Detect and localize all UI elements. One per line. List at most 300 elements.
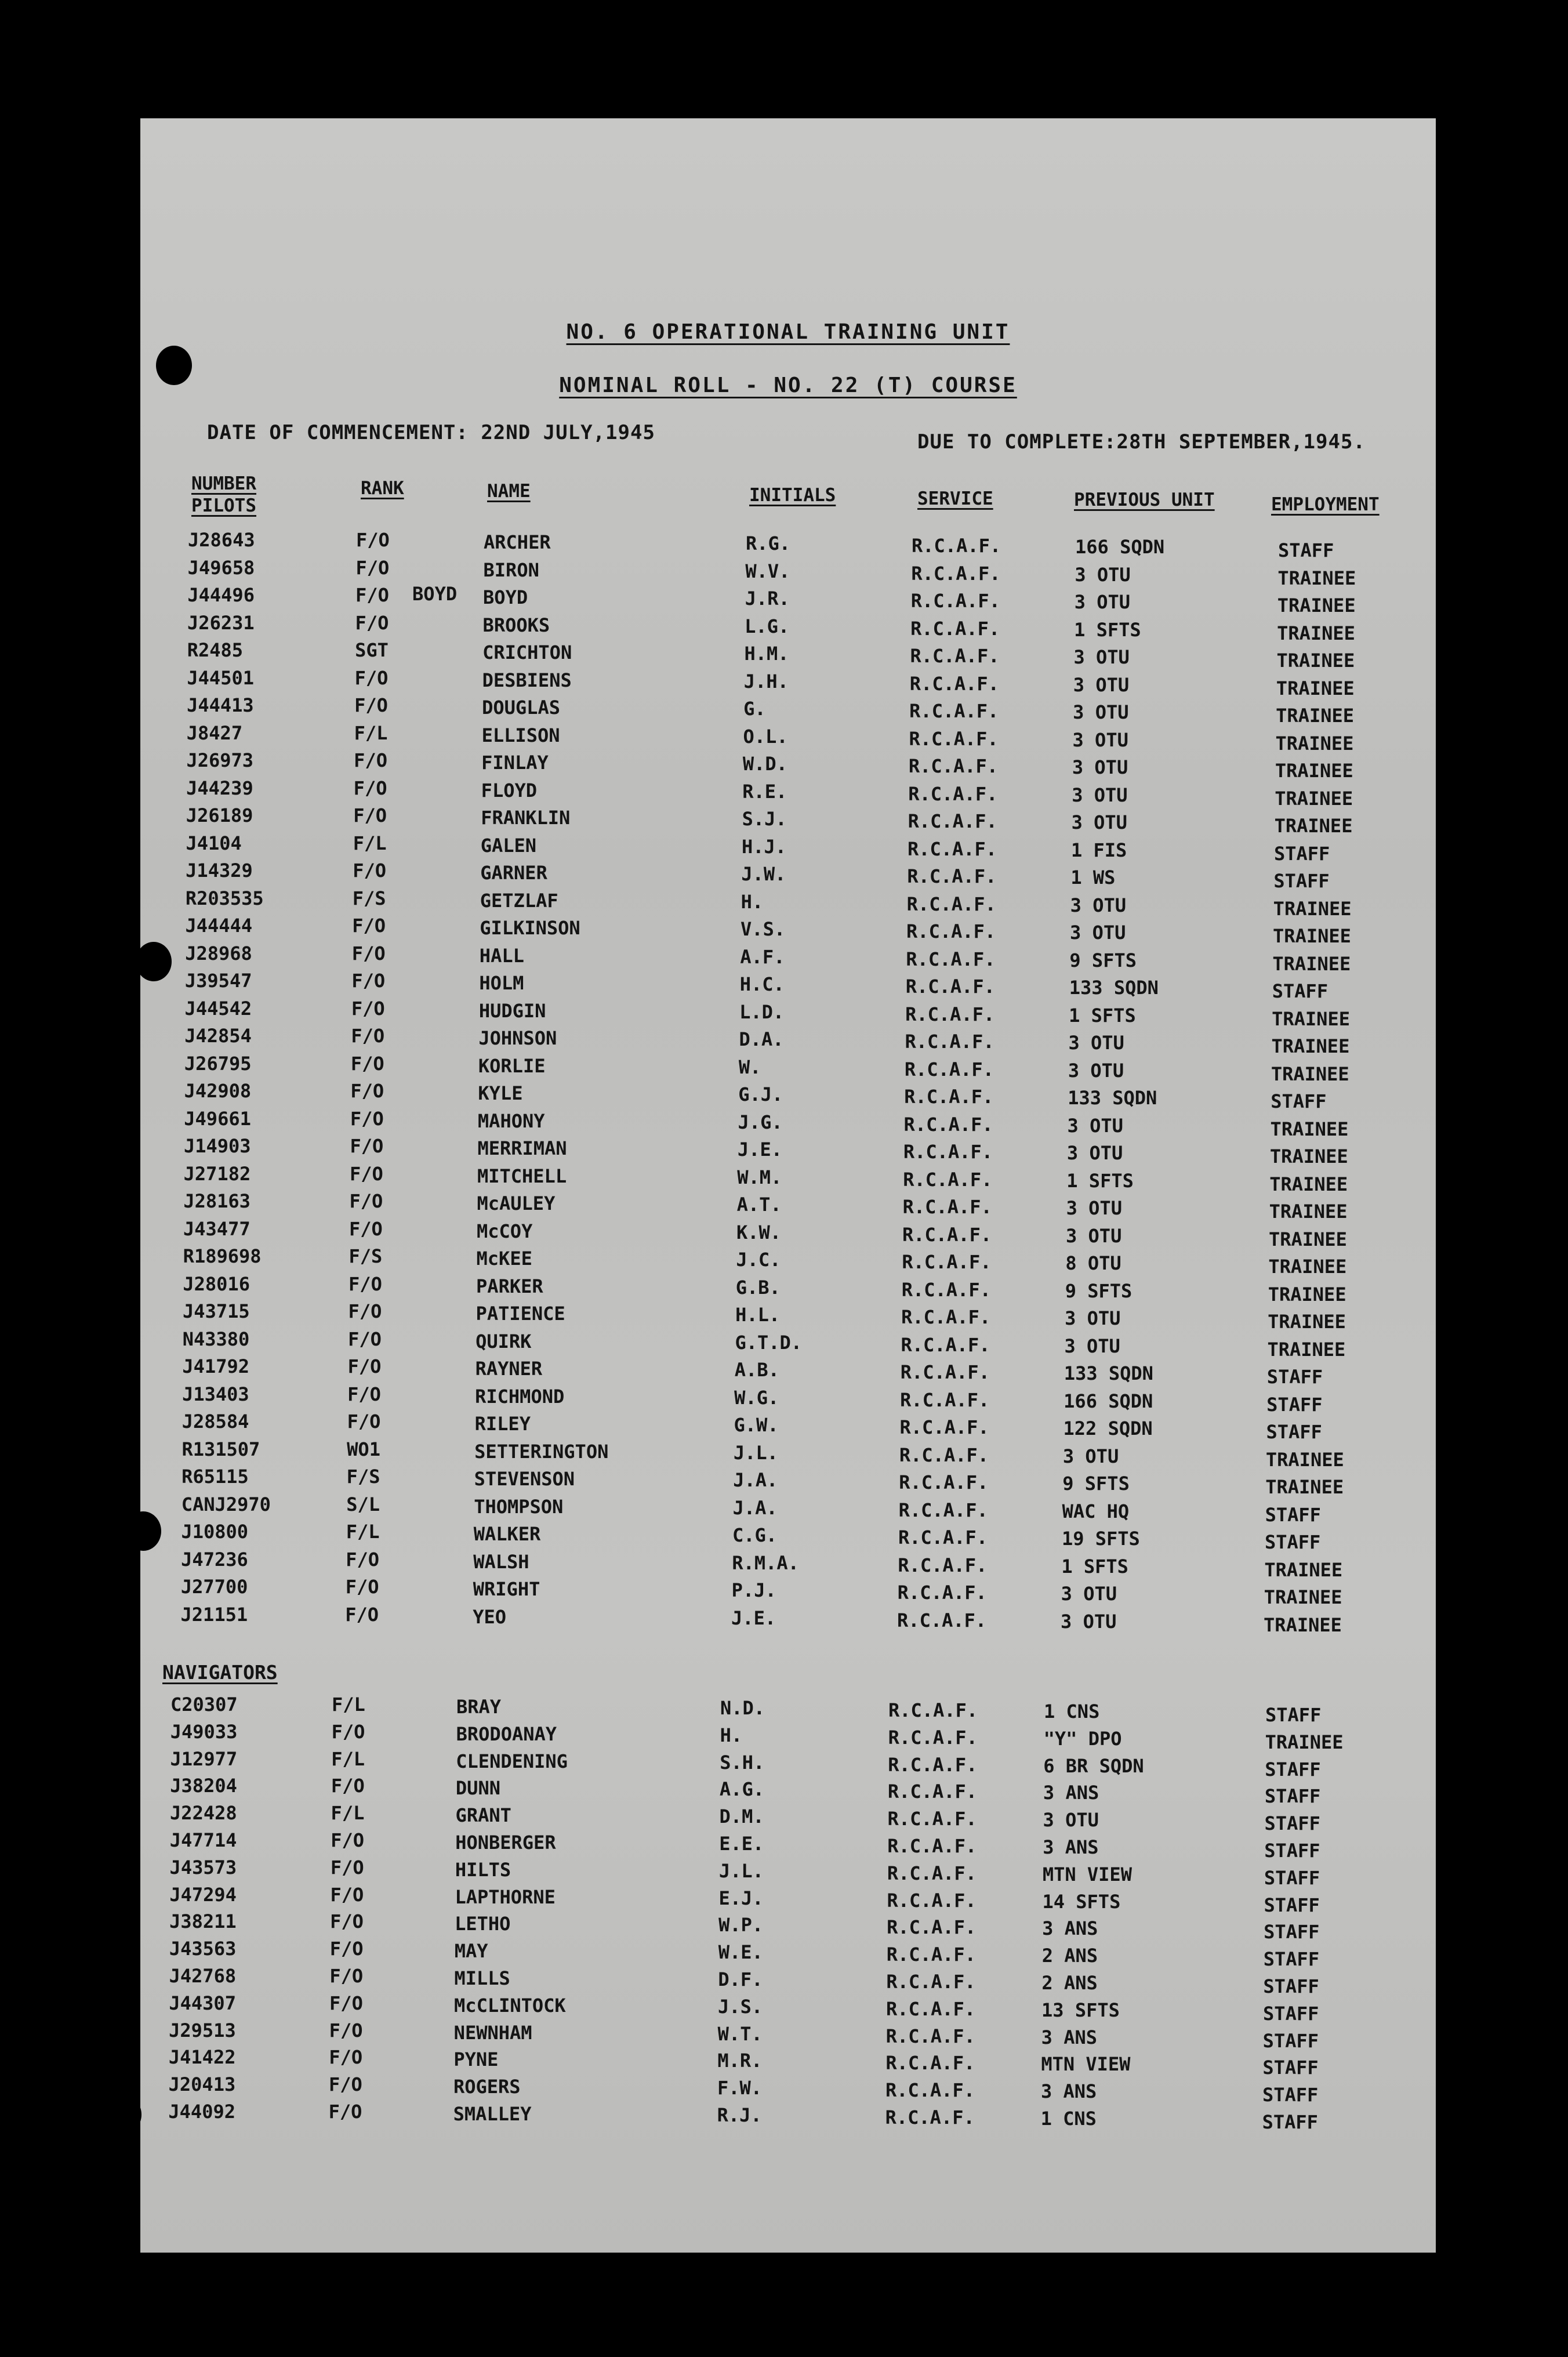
cell-previous-unit: 3 OTU (1070, 922, 1126, 944)
cell-employment: STAFF (1278, 539, 1334, 561)
cell-initials: F.W. (717, 2077, 763, 2099)
cell-name: RICHMOND (475, 1385, 565, 1408)
cell-previous-unit: 3 OTU (1066, 1142, 1123, 1164)
cell-previous-unit: 3 OTU (1068, 1059, 1124, 1082)
cell-previous-unit: 3 OTU (1072, 756, 1128, 778)
cell-number: J13403 (182, 1383, 249, 1405)
cell-previous-unit: 133 SQDN (1064, 1362, 1153, 1384)
cell-employment: TRAINEE (1275, 760, 1353, 782)
cell-rank: F/O (329, 2046, 363, 2069)
cell-number: J20413 (168, 2073, 236, 2096)
cell-number: J26973 (186, 749, 254, 771)
cell-rank: F/O (356, 529, 390, 551)
table-row (140, 1691, 1436, 1726)
cell-name: LETHO (455, 1913, 511, 1935)
cell-name: BROOKS (482, 614, 550, 636)
cell-initials: A.G. (719, 1778, 764, 1801)
cell-rank: F/O (355, 611, 389, 634)
cell-employment: STAFF (1264, 1785, 1321, 1808)
table-row (140, 1800, 1436, 1835)
table-row (140, 1381, 1436, 1416)
cell-initials: W.P. (718, 1914, 764, 1937)
cell-number: J38204 (170, 1775, 237, 1797)
cell-number: J28016 (183, 1272, 250, 1295)
cell-employment: STAFF (1265, 1758, 1321, 1781)
cell-service: R.C.A.F. (899, 1471, 989, 1493)
cell-employment: TRAINEE (1272, 952, 1351, 975)
table-row (140, 802, 1436, 837)
cell-employment: STAFF (1264, 1812, 1320, 1835)
cell-initials: G.J. (738, 1083, 783, 1105)
cell-employment: STAFF (1262, 2111, 1318, 2133)
cell-previous-unit: 1 CNS (1044, 1700, 1100, 1723)
cell-previous-unit: 3 OTU (1073, 673, 1130, 696)
cell-number: J27700 (180, 1576, 248, 1598)
navigators-heading: NAVIGATORS (162, 1661, 278, 1684)
cell-name: GILKINSON (480, 917, 580, 939)
cell-employment: STAFF (1263, 1975, 1319, 1997)
cell-employment: STAFF (1262, 2029, 1319, 2052)
cell-name: HOLM (479, 972, 524, 994)
cell-initials: W.E. (718, 1941, 763, 1964)
document-page (140, 118, 1436, 2253)
table-row (140, 885, 1436, 920)
cell-employment: STAFF (1264, 1921, 1320, 1943)
cell-previous-unit: 3 OTU (1072, 728, 1128, 751)
cell-employment: TRAINEE (1273, 897, 1352, 920)
cell-employment: TRAINEE (1277, 622, 1355, 644)
header-previous-unit: PREVIOUS UNIT (1074, 489, 1215, 510)
cell-service: R.C.A.F. (886, 1943, 976, 1966)
cell-employment: STAFF (1266, 1393, 1323, 1416)
cell-initials: W.G. (734, 1386, 779, 1409)
cell-employment: STAFF (1264, 1839, 1320, 1862)
cell-rank: F/O (329, 1992, 363, 2014)
cell-service: R.C.A.F. (910, 617, 1000, 640)
cell-rank: F/O (348, 1328, 382, 1350)
cell-name: DESBIENS (482, 669, 572, 691)
cell-rank: F/O (329, 1964, 364, 1987)
table-row (140, 1161, 1436, 1195)
cell-initials: J.A. (732, 1496, 778, 1519)
cell-initials: E.E. (719, 1832, 764, 1855)
table-row (140, 692, 1436, 727)
cell-service: R.C.A.F. (886, 1970, 976, 1993)
cell-service: R.C.A.F. (899, 1444, 989, 1466)
cell-previous-unit: 3 OTU (1075, 563, 1131, 586)
cell-rank: F/O (355, 556, 390, 579)
cell-service: R.C.A.F. (902, 1196, 992, 1218)
cell-employment: TRAINEE (1264, 1558, 1343, 1581)
cell-rank: F/O (331, 1720, 365, 1743)
cell-previous-unit: 166 SQDN (1064, 1390, 1153, 1412)
cell-initials: W. (738, 1056, 761, 1078)
cell-initials: G. (743, 698, 766, 720)
cell-rank: F/O (354, 666, 389, 689)
cell-number: J49658 (187, 556, 255, 579)
cell-name: GRANT (455, 1804, 511, 1827)
cell-rank: F/O (329, 2019, 363, 2041)
cell-employment: TRAINEE (1274, 815, 1353, 837)
cell-rank: F/O (354, 749, 387, 771)
cell-service: R.C.A.F. (912, 535, 1001, 557)
cell-employment: STAFF (1272, 980, 1329, 1002)
cell-initials: D.A. (739, 1028, 784, 1050)
cell-number: J42768 (169, 1964, 237, 1987)
cell-rank: WO1 (347, 1438, 380, 1460)
cell-number: R65115 (182, 1466, 249, 1488)
table-row (140, 720, 1436, 755)
table-row (140, 940, 1436, 975)
cell-rank: F/O (328, 2100, 362, 2123)
cell-initials: C.G. (732, 1524, 778, 1546)
cell-previous-unit: 3 OTU (1073, 646, 1130, 668)
cell-number: N43380 (182, 1328, 250, 1350)
cell-number: J4104 (186, 832, 242, 854)
header-service: SERVICE (917, 488, 993, 509)
cell-number: J42854 (184, 1025, 252, 1047)
cell-number: R203535 (185, 887, 264, 909)
cell-employment: TRAINEE (1270, 1118, 1349, 1140)
cell-previous-unit: 3 OTU (1066, 1197, 1122, 1219)
cell-employment: STAFF (1264, 1531, 1321, 1553)
cell-name: LAPTHORNE (455, 1885, 556, 1908)
cell-rank: F/O (353, 860, 387, 882)
cell-number: J26189 (186, 804, 253, 826)
cell-number: J21151 (180, 1603, 248, 1626)
table-row (140, 2098, 1436, 2133)
cell-service: R.C.A.F. (907, 837, 997, 860)
cell-previous-unit: 3 OTU (1070, 894, 1126, 916)
cell-number: J38211 (169, 1910, 237, 1933)
table-row (140, 775, 1436, 810)
cell-rank: F/O (350, 1135, 384, 1157)
cell-employment: STAFF (1262, 2084, 1319, 2106)
cell-rank: F/O (330, 1883, 364, 1906)
table-row (140, 967, 1436, 1002)
cell-employment: TRAINEE (1277, 567, 1356, 589)
cell-service: R.C.A.F. (898, 1554, 988, 1576)
cell-service: R.C.A.F. (906, 893, 996, 915)
cell-number: J44307 (169, 1992, 236, 2014)
cell-previous-unit: 1 FIS (1070, 839, 1127, 861)
table-row (140, 1573, 1436, 1608)
cell-previous-unit: 2 ANS (1041, 1945, 1098, 1967)
cell-initials: N.D. (720, 1697, 765, 1719)
cell-name: KORLIE (478, 1054, 546, 1077)
cell-service: R.C.A.F. (887, 1781, 978, 1803)
cell-rank: F/O (331, 1775, 365, 1797)
cell-initials: L.G. (745, 615, 790, 637)
cell-initials: R.E. (742, 780, 787, 803)
cell-service: R.C.A.F. (910, 590, 1000, 612)
cell-name: WRIGHT (473, 1578, 540, 1600)
cell-employment: TRAINEE (1271, 1063, 1349, 1085)
cell-name: BIRON (483, 559, 539, 581)
table-row (140, 1050, 1436, 1085)
cell-service: R.C.A.F. (888, 1753, 978, 1776)
cell-employment: TRAINEE (1271, 1035, 1350, 1057)
cell-previous-unit: MTN VIEW (1042, 1863, 1132, 1885)
cell-number: J8427 (186, 721, 243, 744)
cell-previous-unit: 3 OTU (1061, 1610, 1117, 1633)
cell-initials: J.L. (733, 1441, 778, 1464)
cell-initials: W.V. (745, 560, 790, 582)
cell-employment: STAFF (1266, 1366, 1323, 1388)
cell-rank: S/L (346, 1493, 380, 1515)
cell-rank: F/O (351, 942, 386, 964)
table-row (140, 912, 1436, 947)
header-number: NUMBER (191, 473, 256, 494)
cell-name: HILTS (455, 1858, 511, 1881)
cell-service: R.C.A.F. (911, 562, 1001, 585)
cell-number: J44501 (187, 666, 254, 689)
cell-initials: H.J. (741, 835, 787, 858)
cell-name: JOHNSON (478, 1027, 557, 1049)
cell-initials: J.R. (745, 588, 790, 610)
cell-previous-unit: 3 OTU (1072, 784, 1128, 806)
cell-previous-unit: 3 OTU (1074, 591, 1131, 613)
cell-name: McCLINTOCK (454, 1994, 566, 2017)
cell-rank: F/O (351, 970, 386, 992)
cell-service: R.C.A.F. (887, 1889, 977, 1912)
cell-previous-unit: 6 BR SQDN (1043, 1754, 1144, 1777)
cell-rank: F/O (345, 1603, 379, 1626)
cell-name: McCOY (477, 1220, 533, 1242)
header-name: NAME (487, 481, 531, 502)
cell-number: J44413 (187, 694, 254, 716)
cell-rank: F/O (328, 2073, 362, 2096)
cell-initials: W.D. (742, 753, 787, 775)
table-row (140, 554, 1436, 589)
cell-rank: F/L (346, 1521, 380, 1543)
cell-initials: H. (720, 1724, 743, 1746)
table-row (140, 1133, 1436, 1167)
cell-number: J22428 (170, 1802, 237, 1825)
cell-rank: F/O (349, 1272, 382, 1295)
cell-initials: A.B. (734, 1359, 779, 1381)
cell-previous-unit: 122 SQDN (1063, 1417, 1153, 1439)
table-row (140, 1718, 1436, 1753)
cell-initials: K.W. (736, 1221, 782, 1243)
cell-rank: F/O (347, 1410, 381, 1433)
punch-hole (106, 2095, 141, 2134)
cell-number: R2485 (187, 639, 244, 661)
table-row (140, 1326, 1436, 1361)
cell-rank: F/O (353, 804, 387, 826)
cell-name: MAY (454, 1940, 488, 1963)
cell-service: R.C.A.F. (900, 1361, 990, 1383)
cell-number: J49033 (170, 1720, 238, 1743)
cell-previous-unit: WAC HQ (1062, 1500, 1130, 1522)
table-row (140, 1963, 1436, 1997)
cell-employment: TRAINEE (1276, 677, 1355, 699)
cell-name: ROGERS (453, 2076, 521, 2098)
cell-service: R.C.A.F. (909, 672, 999, 695)
cell-initials: V.S. (741, 918, 786, 940)
cell-rank: F/L (331, 1802, 365, 1825)
cell-number: J14329 (186, 860, 253, 882)
cell-service: R.C.A.F. (885, 2106, 975, 2128)
cell-previous-unit: 3 ANS (1041, 2026, 1097, 2048)
cell-number: J29513 (169, 2019, 236, 2041)
table-row (140, 1436, 1436, 1471)
cell-employment: TRAINEE (1264, 1613, 1342, 1636)
cell-employment: STAFF (1264, 1894, 1320, 1916)
cell-initials: R.G. (746, 532, 791, 554)
cell-initials: L.D. (739, 1000, 785, 1023)
table-row (140, 1022, 1436, 1057)
cell-rank: F/O (330, 1910, 364, 1933)
cell-service: R.C.A.F. (898, 1499, 988, 1521)
cell-employment: TRAINEE (1265, 1448, 1344, 1471)
cell-name: YEO (473, 1605, 507, 1628)
cell-name: HUDGIN (478, 999, 546, 1022)
cell-previous-unit: 3 ANS (1043, 1836, 1099, 1858)
cell-employment: STAFF (1273, 870, 1330, 892)
cell-number: J26795 (184, 1052, 252, 1075)
cell-service: R.C.A.F. (903, 1113, 993, 1136)
cell-name: MERRIMAN (477, 1137, 567, 1159)
cell-previous-unit: 3 OTU (1066, 1224, 1122, 1247)
cell-service: R.C.A.F. (902, 1223, 992, 1246)
cell-previous-unit: 3 OTU (1064, 1335, 1120, 1357)
cell-initials: E.J. (718, 1887, 764, 1909)
cell-rank: F/O (353, 777, 387, 799)
cell-rank: F/O (345, 1576, 379, 1598)
cell-employment: TRAINEE (1267, 1338, 1346, 1361)
cell-previous-unit: 3 OTU (1071, 811, 1127, 833)
cell-previous-unit: 1 WS (1070, 866, 1116, 889)
cell-number: J44239 (186, 777, 253, 799)
table-row (140, 1935, 1436, 1971)
cell-initials: R.M.A. (732, 1551, 799, 1574)
cell-previous-unit: MTN VIEW (1041, 2053, 1131, 2076)
cell-previous-unit: 1 SFTS (1069, 1004, 1136, 1027)
cell-name: THOMPSON (474, 1495, 564, 1518)
cell-employment: STAFF (1266, 1421, 1322, 1443)
cell-employment: TRAINEE (1268, 1256, 1347, 1278)
cell-initials: G.W. (734, 1414, 779, 1436)
cell-service: R.C.A.F. (909, 727, 999, 750)
table-row (140, 1990, 1436, 2025)
cell-initials: G.T.D. (735, 1331, 803, 1354)
cell-initials: H.L. (735, 1304, 781, 1326)
cell-previous-unit: 3 OTU (1073, 701, 1129, 723)
cell-name: ELLISON (481, 724, 560, 746)
cell-number: R189698 (183, 1245, 262, 1267)
cell-name: SMALLEY (453, 2102, 532, 2125)
cell-name: HONBERGER (455, 1831, 556, 1854)
table-row (140, 637, 1436, 672)
table-row (140, 1601, 1436, 1636)
table-row (140, 665, 1436, 699)
cell-previous-unit: 2 ANS (1041, 1971, 1098, 1994)
header-pilots: PILOTS (191, 495, 256, 516)
table-row (140, 1854, 1436, 1889)
cell-previous-unit: 3 ANS (1042, 1917, 1098, 1940)
cell-employment: TRAINEE (1275, 732, 1354, 755)
cell-number: J28163 (183, 1190, 251, 1212)
cell-name: MAHONY (477, 1109, 545, 1132)
cell-rank: F/O (352, 915, 386, 937)
navigator-list (140, 1691, 1436, 2133)
cell-employment: TRAINEE (1269, 1173, 1348, 1195)
cell-employment: STAFF (1262, 2057, 1319, 2079)
cell-service: R.C.A.F. (901, 1278, 991, 1301)
cell-number: J44542 (184, 997, 252, 1020)
cell-number: C20307 (170, 1694, 238, 1716)
table-row (140, 1772, 1436, 1808)
cell-name: BRODOANAY (456, 1723, 557, 1745)
cell-number: J47714 (169, 1829, 237, 1851)
cell-rank: F/O (349, 1190, 383, 1212)
table-row (140, 1105, 1436, 1140)
table-row (140, 747, 1436, 782)
cell-employment: STAFF (1265, 1704, 1322, 1726)
cell-name: WALKER (473, 1523, 541, 1545)
cell-number: J10800 (181, 1521, 249, 1543)
cell-service: R.C.A.F. (909, 700, 999, 722)
cell-name: HALL (479, 944, 524, 967)
header-initials: INITIALS (749, 485, 836, 506)
cell-employment: TRAINEE (1265, 1476, 1344, 1498)
cell-rank: F/O (349, 1217, 383, 1240)
cell-initials: H. (741, 890, 764, 913)
cell-service: R.C.A.F. (905, 1031, 994, 1053)
cell-number: J41422 (168, 2046, 236, 2069)
cell-employment: STAFF (1265, 1503, 1321, 1526)
cell-service: R.C.A.F. (902, 1251, 992, 1273)
cell-rank: F/O (351, 997, 385, 1020)
cell-name: WALSH (473, 1550, 529, 1573)
cell-number: J49661 (184, 1107, 251, 1130)
cell-rank: F/O (351, 1025, 385, 1047)
cell-service: R.C.A.F. (900, 1388, 990, 1411)
cell-name: FINLAY (481, 752, 549, 774)
cell-name: PYNE (453, 2048, 499, 2071)
table-row (140, 995, 1436, 1030)
cell-initials: H.M. (744, 643, 789, 665)
cell-number: J27182 (183, 1162, 251, 1185)
cell-previous-unit: "Y" DPO (1043, 1727, 1122, 1750)
cell-number: CANJ2970 (181, 1493, 271, 1515)
cell-name: QUIRK (476, 1330, 532, 1352)
table-row (140, 527, 1436, 561)
cell-previous-unit: 19 SFTS (1061, 1528, 1140, 1550)
table-row (140, 1353, 1436, 1388)
cell-employment: STAFF (1264, 1866, 1320, 1889)
cell-service: R.C.A.F. (908, 755, 998, 777)
cell-number: J26231 (187, 611, 255, 634)
cell-initials: W.T. (717, 2022, 763, 2045)
cell-initials: J.W. (741, 863, 786, 885)
cell-service: R.C.A.F. (905, 976, 995, 998)
cell-name: GALEN (480, 834, 537, 857)
cell-rank: SGT (355, 639, 389, 661)
cell-previous-unit: 3 OTU (1061, 1583, 1117, 1605)
cell-initials: D.M. (719, 1805, 764, 1828)
cell-name: MILLS (454, 1967, 510, 1989)
cell-employment: STAFF (1263, 2002, 1319, 2025)
cell-service: R.C.A.F. (887, 1916, 977, 1939)
cell-employment: TRAINEE (1264, 1586, 1342, 1608)
cell-rank: F/O (354, 694, 388, 716)
table-row (140, 1546, 1436, 1581)
table-row (140, 1908, 1436, 1943)
cell-number: J28643 (188, 529, 255, 551)
table-row (140, 1881, 1436, 1916)
